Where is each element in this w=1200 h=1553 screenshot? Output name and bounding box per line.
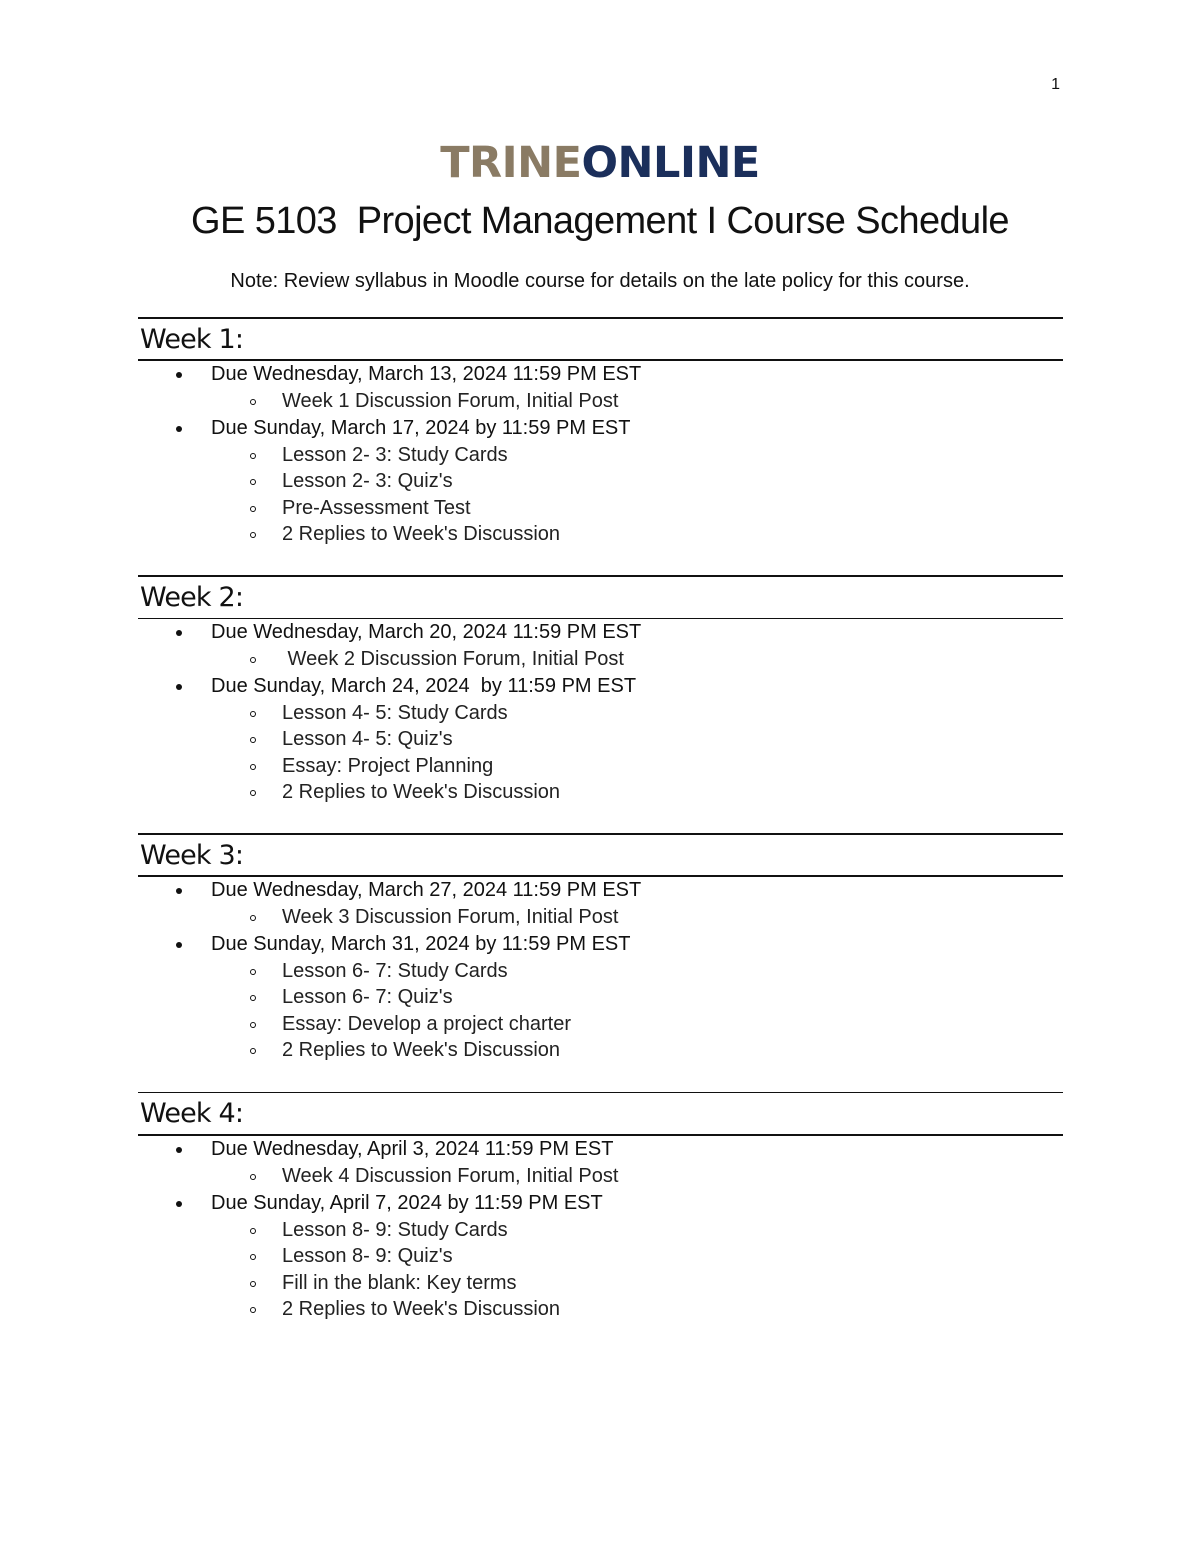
task-item: Week 2 Discussion Forum, Initial Post: [138, 646, 1063, 673]
due-label: Due Wednesday, March 13, 2024 11:59 PM EST: [211, 363, 642, 385]
task-item: 2 Replies to Week's Discussion: [138, 1296, 1063, 1323]
bullet-icon: [176, 684, 182, 690]
circle-bullet-icon: [250, 1228, 256, 1234]
circle-bullet-icon: [250, 453, 256, 459]
late-policy-note: Note: Review syllabus in Moodle course for details on the late policy for this course.: [230, 270, 970, 292]
bullet-icon: [176, 1147, 182, 1153]
circle-bullet-icon: [250, 995, 256, 1001]
week-section-4: [138, 1092, 1063, 1323]
task-item: Lesson 8- 9: Study Cards: [138, 1217, 1063, 1244]
logo-trine: TRINE: [440, 138, 582, 188]
trine-online-logo: [0, 138, 1200, 188]
circle-bullet-icon: [250, 1048, 256, 1054]
due-label: Due Sunday, March 17, 2024 by 11:59 PM EST: [211, 416, 631, 439]
task-list: [138, 388, 1063, 415]
due-label: Due Wednesday, March 20, 2024 11:59 PM EST: [211, 621, 642, 643]
circle-bullet-icon: [250, 790, 256, 796]
due-label: Due Wednesday, April 3, 2024 11:59 PM EST: [211, 1138, 614, 1160]
circle-bullet-icon: [250, 1022, 256, 1028]
due-item: [138, 415, 1063, 548]
task-item: Pre-Assessment Test: [138, 495, 1063, 522]
circle-bullet-icon: [250, 711, 256, 717]
task-item: 2 Replies to Week's Discussion: [138, 1037, 1063, 1064]
task-item: 2 Replies to Week's Discussion: [138, 779, 1063, 806]
due-item: [138, 1190, 1063, 1323]
task-item: Week 4 Discussion Forum, Initial Post: [138, 1163, 1063, 1190]
week-heading: Week 3:: [138, 833, 1063, 877]
due-item: [138, 619, 1063, 673]
task-list: [138, 904, 1063, 931]
week-heading: Week 2:: [138, 575, 1063, 619]
circle-bullet-icon: [250, 657, 256, 663]
due-item: [138, 361, 1063, 415]
task-item: Week 3 Discussion Forum, Initial Post: [138, 904, 1063, 931]
task-item: Lesson 2- 3: Quiz's: [138, 468, 1063, 495]
due-list: [138, 1136, 1063, 1323]
page-title: GE 5103 Project Management I Course Schedule: [191, 200, 1009, 242]
task-item: Week 1 Discussion Forum, Initial Post: [138, 388, 1063, 415]
bullet-icon: [176, 942, 182, 948]
circle-bullet-icon: [250, 399, 256, 405]
page-number: 1: [1051, 76, 1060, 93]
due-label: Due Sunday, April 7, 2024 by 11:59 PM EST: [211, 1191, 603, 1214]
task-item: 2 Replies to Week's Discussion: [138, 521, 1063, 548]
circle-bullet-icon: [250, 479, 256, 485]
due-label: Due Sunday, March 31, 2024 by 11:59 PM EST: [211, 932, 631, 955]
circle-bullet-icon: [250, 532, 256, 538]
bullet-icon: [176, 426, 182, 432]
task-list: [138, 1217, 1063, 1323]
circle-bullet-icon: [250, 1174, 256, 1180]
task-item: Lesson 2- 3: Study Cards: [138, 442, 1063, 469]
circle-bullet-icon: [250, 915, 256, 921]
task-item: Essay: Develop a project charter: [138, 1011, 1063, 1038]
due-list: [138, 361, 1063, 548]
task-item: Fill in the blank: Key terms: [138, 1270, 1063, 1297]
task-item: Lesson 4- 5: Study Cards: [138, 700, 1063, 727]
circle-bullet-icon: [250, 764, 256, 770]
logo-online: ONLINE: [581, 138, 760, 188]
circle-bullet-icon: [250, 1254, 256, 1260]
task-item: Lesson 8- 9: Quiz's: [138, 1243, 1063, 1270]
task-item: Lesson 4- 5: Quiz's: [138, 726, 1063, 753]
bullet-icon: [176, 630, 182, 636]
due-item: [138, 931, 1063, 1064]
circle-bullet-icon: [250, 1307, 256, 1313]
task-list: [138, 958, 1063, 1064]
due-item: [138, 877, 1063, 931]
task-list: [138, 646, 1063, 673]
week-section-3: [138, 833, 1063, 1064]
due-item: [138, 1136, 1063, 1190]
bullet-icon: [176, 372, 182, 378]
due-label: Due Sunday, March 24, 2024 by 11:59 PM EST: [211, 674, 637, 697]
task-list: [138, 1163, 1063, 1190]
due-list: [138, 877, 1063, 1064]
week-section-1: [138, 317, 1063, 548]
task-item: Lesson 6- 7: Quiz's: [138, 984, 1063, 1011]
week-section-2: [138, 575, 1063, 806]
circle-bullet-icon: [250, 1281, 256, 1287]
circle-bullet-icon: [250, 737, 256, 743]
week-heading: Week 1:: [138, 317, 1063, 361]
due-label: Due Wednesday, March 27, 2024 11:59 PM EST: [211, 879, 642, 901]
task-item: Essay: Project Planning: [138, 753, 1063, 780]
bullet-icon: [176, 1201, 182, 1207]
task-item: Lesson 6- 7: Study Cards: [138, 958, 1063, 985]
task-list: [138, 700, 1063, 806]
circle-bullet-icon: [250, 506, 256, 512]
due-list: [138, 619, 1063, 806]
bullet-icon: [176, 888, 182, 894]
task-list: [138, 442, 1063, 548]
week-heading: Week 4:: [138, 1092, 1063, 1136]
circle-bullet-icon: [250, 969, 256, 975]
due-item: [138, 673, 1063, 806]
